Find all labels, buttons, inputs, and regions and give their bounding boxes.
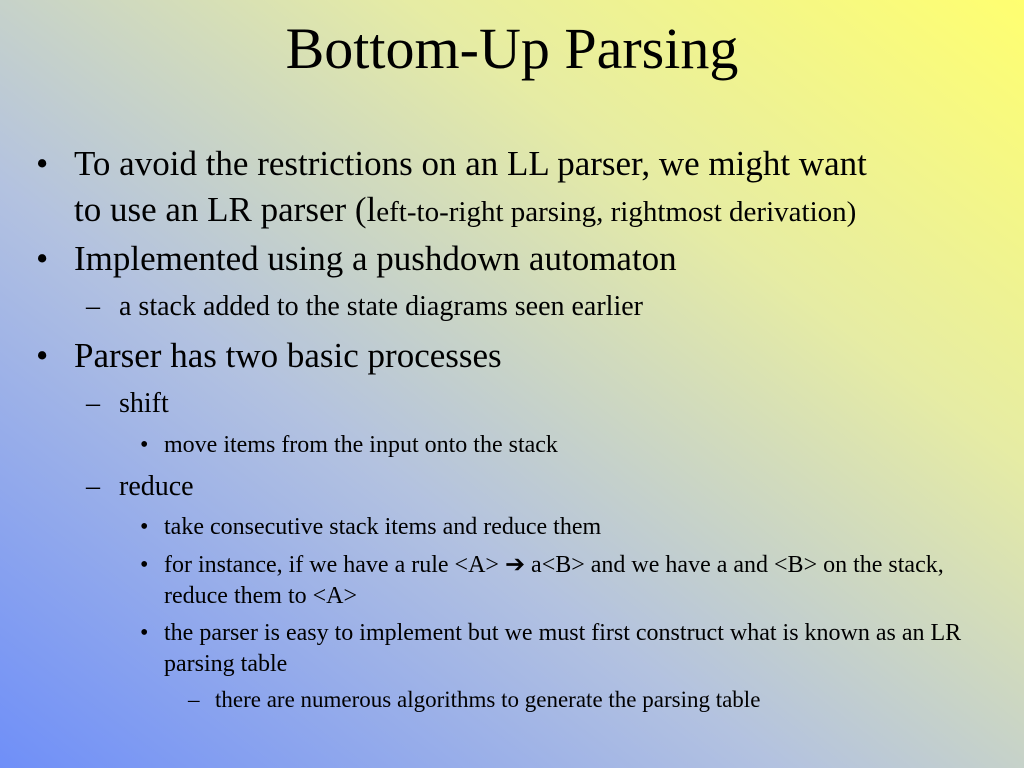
subsubbullet-move-items <box>140 430 996 461</box>
bullet-llparser-text <box>74 141 996 235</box>
bullet-llparser <box>36 141 996 235</box>
subsubbullet-move-items-text: move items from the input onto the stack <box>164 432 558 458</box>
subsubbullet-consecutive <box>140 512 996 543</box>
subbullet-reduce <box>86 470 996 504</box>
right-arrow-icon: ➔ <box>504 552 526 578</box>
subbullet-stack <box>86 290 996 324</box>
bullet-llparser-line2-small: eft-to-right parsing, rightmost derivation) <box>376 196 857 228</box>
bullet-llparser-line1: To avoid the restrictions on an LL parser, we might want <box>74 144 867 183</box>
rule-text-before-arrow: for instance, if we have a rule <A> <box>164 552 499 578</box>
level4-algorithms-text: there are numerous algorithms to generate the parsing table <box>215 687 761 712</box>
bullet-marker: • <box>140 552 149 578</box>
subsubbullet-for-instance-text <box>164 550 996 612</box>
subbullet-shift <box>86 387 996 421</box>
subbullet-shift-text: shift <box>119 388 169 419</box>
subsubbullet-easy-implement-text: the parser is easy to implement but we must first construct what is known as an LR parsing table <box>164 620 962 677</box>
subsubbullet-consecutive-text: take consecutive stack items and reduce them <box>164 514 602 540</box>
subbullet-reduce-text: reduce <box>119 471 194 502</box>
dash-marker: – <box>86 291 100 322</box>
slide-title: Bottom-Up Parsing <box>285 16 739 81</box>
bullet-marker: • <box>140 514 149 540</box>
subbullet-stack-text: a stack added to the state diagrams seen earlier <box>119 291 643 322</box>
subsubbullet-easy-implement <box>140 618 996 680</box>
level4-algorithms <box>188 686 996 714</box>
bullet-marker: • <box>140 432 149 458</box>
rule-text-after-arrow: a<B> and we have a and <B> on the stack, reduce them to <A> <box>164 552 944 609</box>
dash-marker: – <box>86 388 100 419</box>
bullet-marker: • <box>36 144 49 183</box>
bullet-marker: • <box>140 620 149 646</box>
bullet-pushdown-text: Implemented using a pushdown automaton <box>74 239 677 278</box>
bullet-marker: • <box>36 239 49 278</box>
subsubbullet-for-instance <box>140 550 996 612</box>
bullet-pushdown <box>36 236 996 282</box>
dash-marker: – <box>86 471 100 502</box>
bullet-processes <box>36 333 996 379</box>
bullet-processes-text: Parser has two basic processes <box>74 336 502 375</box>
dash-marker: – <box>188 687 200 712</box>
bullet-llparser-line2: to use an LR parser (l <box>74 190 377 229</box>
bullet-marker: • <box>36 336 49 375</box>
